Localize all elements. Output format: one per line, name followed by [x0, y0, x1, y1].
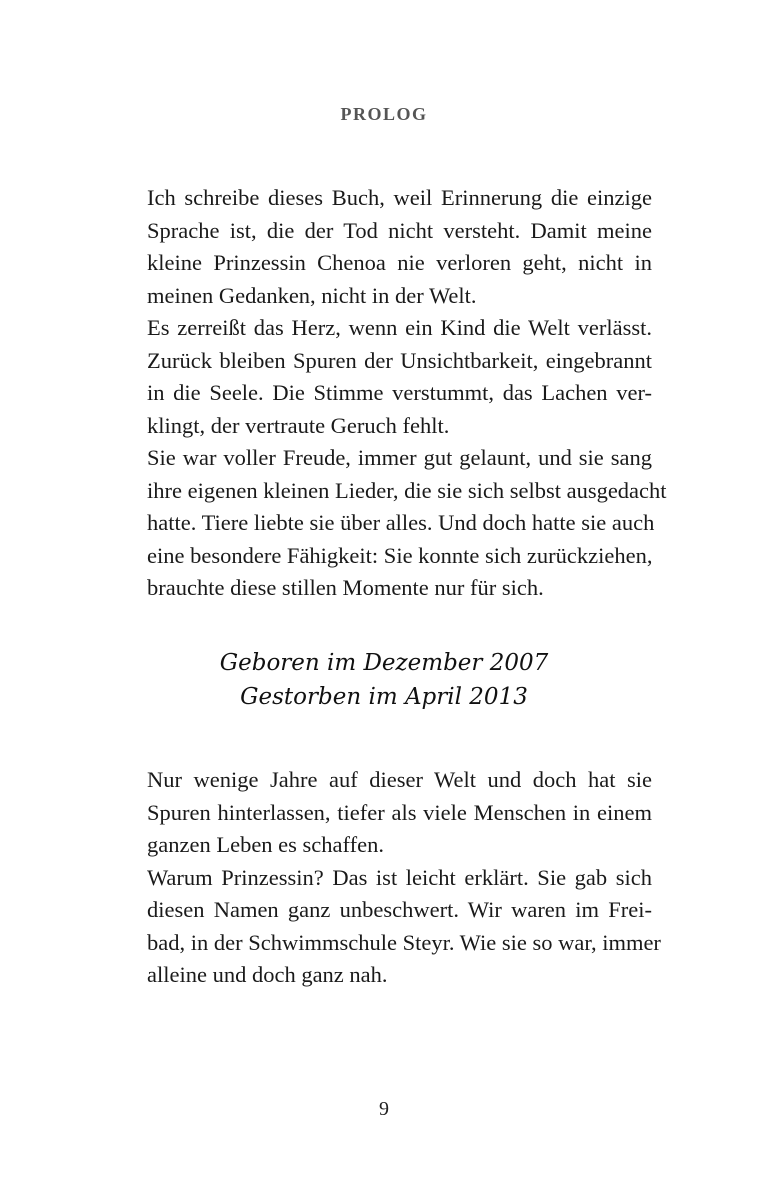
- paragraph: [147, 182, 652, 312]
- text-line: bad, in der Schwimmschule Steyr. Wie sie so war, immer: [147, 929, 661, 955]
- text-line: alleine und doch ganz nah.: [147, 962, 388, 987]
- text-line: meinen Gedanken, nicht in der Welt.: [147, 282, 477, 308]
- text-line: Sie war voller Freude, immer gut gelaunt, und sie sang: [147, 445, 652, 470]
- text-line: eine besondere Fähigkeit: Sie konnte sich zurückziehen,: [147, 542, 653, 568]
- life-dates: [0, 646, 768, 714]
- paragraph: [147, 312, 652, 442]
- text-line: Zurück bleiben Spuren der Unsichtbarkeit, eingebrannt: [147, 347, 652, 373]
- text-line: Sprache ist, die der Tod nicht versteht. Damit meine: [147, 217, 652, 243]
- text-line: kleine Prinzessin Chenoa nie verloren geht, nicht in: [147, 250, 652, 275]
- paragraph: [147, 862, 661, 992]
- paragraph: [147, 764, 652, 862]
- birth-date: Geboren im Dezember 2007: [219, 650, 549, 676]
- text-line: Ich schreibe dieses Buch, weil Erinnerung die einzige: [147, 185, 652, 210]
- text-line: Spuren hinterlassen, tiefer als viele Menschen in einem: [147, 799, 652, 825]
- chapter-title: PROLOG: [340, 104, 428, 124]
- prolog-text-upper: [147, 182, 667, 605]
- death-date: Gestorben im April 2013: [240, 684, 528, 710]
- paragraph: [147, 442, 667, 605]
- text-line: Nur wenige Jahre auf dieser Welt und doch hat sie: [147, 767, 652, 792]
- text-line: Warum Prinzessin? Das ist leicht erklärt. Sie gab sich: [147, 864, 652, 890]
- text-line: ihre eigenen kleinen Lieder, die sie sich selbst ausgedacht: [147, 477, 667, 503]
- text-line: brauchte diese stillen Momente nur für sich.: [147, 575, 544, 600]
- text-line: ganzen Leben es schaffen.: [147, 832, 384, 857]
- prolog-text-lower: [147, 764, 661, 992]
- text-line: hatte. Tiere liebte sie über alles. Und doch hatte sie auch: [147, 510, 655, 535]
- text-line: Es zerreißt das Herz, wenn ein Kind die Welt verlässt.: [147, 315, 652, 340]
- text-line: klingt, der vertraute Geruch fehlt.: [147, 412, 450, 438]
- text-line: in die Seele. Die Stimme verstummt, das Lachen ver-: [147, 380, 652, 405]
- page-number: 9: [379, 1098, 389, 1120]
- text-line: diesen Namen ganz unbeschwert. Wir waren im Frei-: [147, 897, 652, 922]
